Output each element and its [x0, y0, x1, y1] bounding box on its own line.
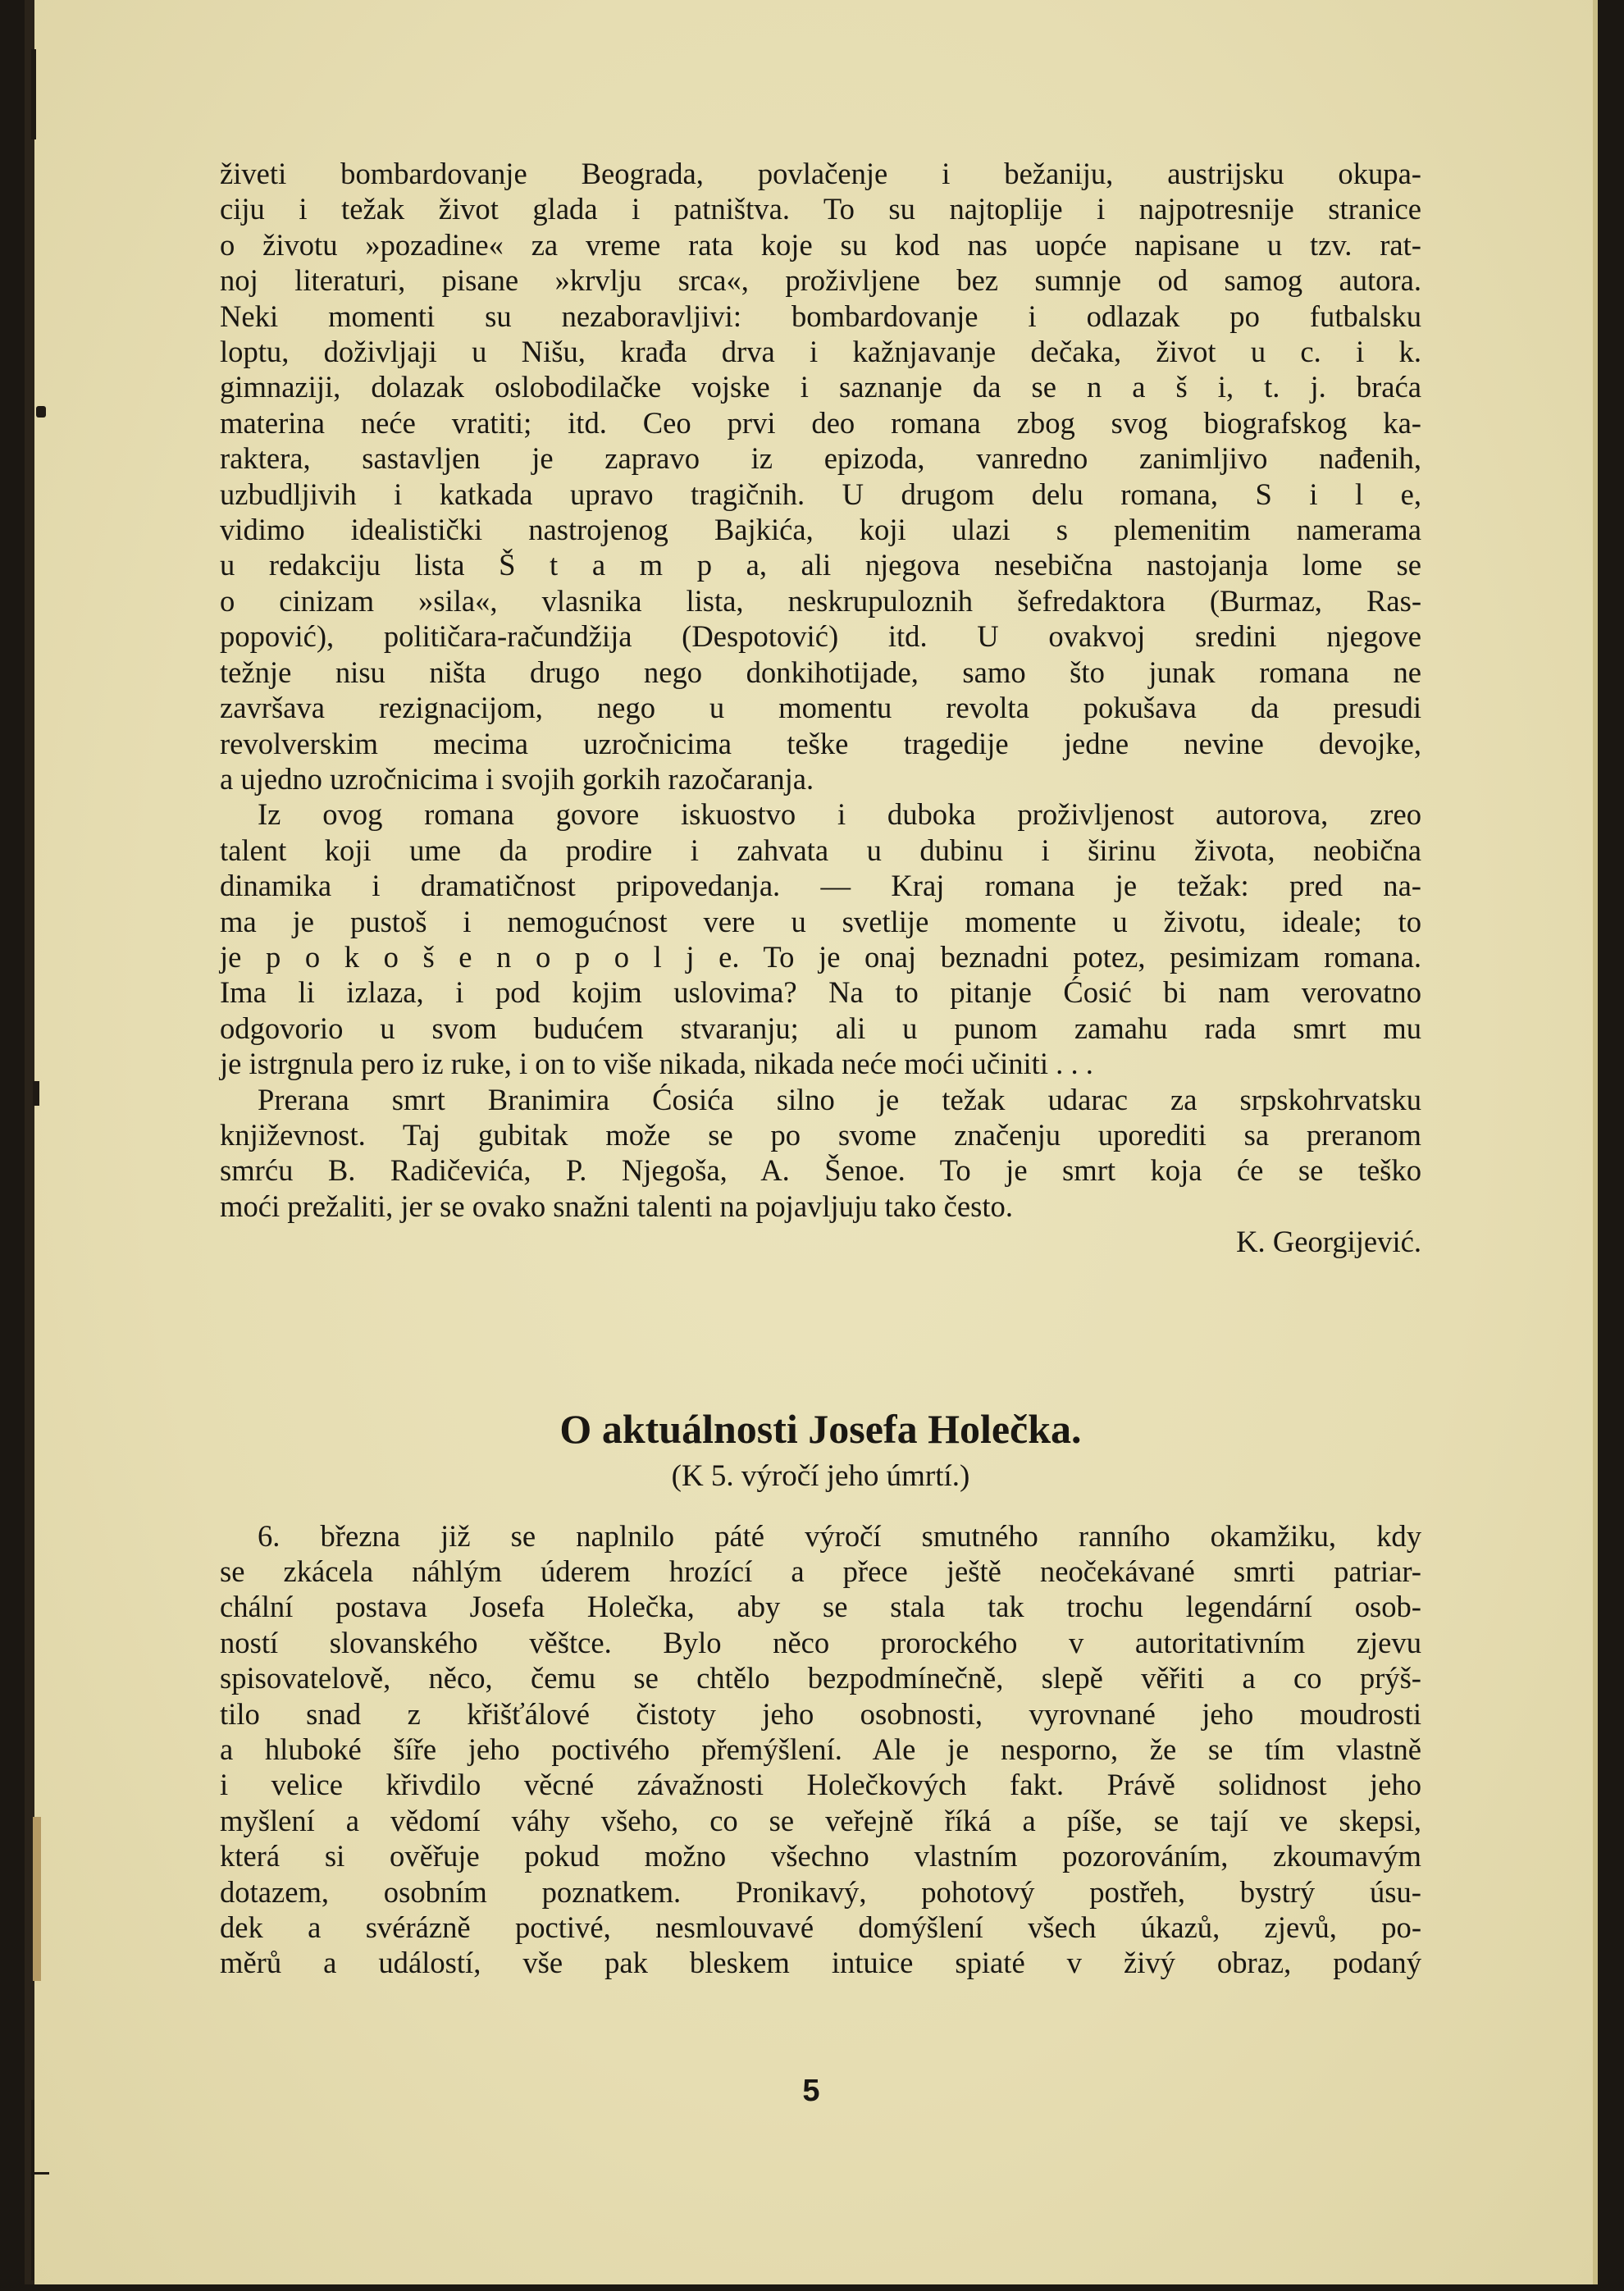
- text-line: odgovorio u svom budućem stvaranju; ali u punom zamahu rada smrt mu: [220, 1011, 1421, 1045]
- upper-paragraph-3: [220, 1082, 1421, 1225]
- binding-tick: [31, 2100, 34, 2280]
- binding-tick: [33, 1081, 39, 1106]
- text-line: završava rezignacijom, nego u momentu revolta pokušava da presudi: [220, 691, 1421, 725]
- text-line: Prerana smrt Branimira Ćosića silno je težak udarac za srpskohrvatsku: [258, 1082, 1421, 1116]
- book-page: [25, 0, 1598, 2284]
- text-line: o cinizam »sila«, vlasnika lista, neskrupuloznih šefredaktora (Burmaz, Ras-: [220, 583, 1421, 618]
- text-line: chální postava Josefa Holečka, aby se stala tak trochu legendární osob-: [220, 1590, 1421, 1624]
- binding-tick: [31, 2172, 49, 2175]
- text-line: která si ověřuje pokud možno všechno vlastním pozorováním, zkoumavým: [220, 1839, 1421, 1873]
- text-line: popović), političara-račundžija (Despotović) itd. U ovakvoj sredini njegove: [220, 619, 1421, 654]
- text-line: o životu »pozadine« za vreme rata koje su kod nas uopće napisane u tzv. rat-: [220, 227, 1421, 262]
- text-line: ciju i težak život glada i patništva. To su najtoplije i najpotresnije stranice: [220, 192, 1421, 226]
- page-content: [220, 156, 1421, 1981]
- text-line: měrů a událostí, vše pak bleskem intuice spiaté v živý obraz, podaný: [220, 1946, 1421, 1980]
- text-line: živeti bombardovanje Beograda, povlačenje i bežaniju, austrijsku okupa-: [220, 157, 1421, 190]
- text-line: gimnaziji, dolazak oslobodilačke vojske i saznanje da se n a š i, t. j. braća: [220, 370, 1421, 404]
- text-line: težnje nisu ništa drugo nego donkihotijade, samo što junak romana ne: [220, 655, 1421, 689]
- text-line: dinamika i dramatičnost pripovedanja. — Kraj romana je težak: pred na-: [220, 869, 1421, 903]
- text-line: loptu, doživljaji u Nišu, krađa drva i kažnjavanje dečaka, život u c. i k.: [220, 335, 1421, 369]
- right-edge-shadow: [1593, 0, 1598, 2284]
- article-title: O aktuálnosti Josefa Holečka.: [559, 1405, 1082, 1452]
- text-line: spisovatelově, něco, čemu se chtělo bezpodmínečně, slepě věřiti a co prýš-: [220, 1661, 1421, 1695]
- text-line: revolverskim mecima uzročnicima teške tragedije jedne nevine devojke,: [220, 726, 1421, 760]
- text-line: materina neće vratiti; itd. Ceo prvi deo romana zbog svog biografskog ka-: [220, 405, 1421, 440]
- text-line: a hluboké šíře jeho poctivého přemýšlení. Ale je nesporno, že se tím vlastně: [220, 1732, 1421, 1767]
- binding-tick: [36, 406, 46, 418]
- text-line: moći prežaliti, jer se ovako snažni talenti na pojavljuju tako često.: [220, 1189, 1013, 1223]
- text-line: smrću B. Radičevića, P. Njegoša, A. Šenoe. To je smrt koja će se teško: [220, 1153, 1421, 1188]
- text-line: tilo snad z křišťálové čistoty jeho osobnosti, vyrovnané jeho moudrosti: [220, 1696, 1421, 1731]
- text-line: a ujedno uzročnicima i svojih gorkih razočaranja.: [220, 761, 814, 796]
- text-line: Iz ovog romana govore iskuostvo i duboka proživljenost autorova, zreo: [258, 797, 1421, 832]
- text-line: noj literaturi, pisane »krvlju srca«, proživljene bez sumnje od samog autora.: [220, 263, 1421, 298]
- text-line: i velice křivdilo věcné závažnosti Holečkových fakt. Právě solidnost jeho: [220, 1768, 1421, 1802]
- upper-paragraph-2: [220, 796, 1421, 1081]
- text-line: myšlení a vědomí váhy všeho, co se veřejně říká a píše, se tají ve skepsi,: [220, 1803, 1421, 1837]
- text-line: dotazem, osobním poznatkem. Pronikavý, pohotový postřeh, bystrý úsu-: [220, 1874, 1421, 1909]
- text-line: uzbudljivih i katkada upravo tragičnih. U drugom delu romana, S i l e,: [220, 477, 1421, 511]
- text-line: u redakciju lista Š t a m p a, ali njegova nesebična nastojanja lome se: [220, 548, 1421, 582]
- text-line: književnost. Taj gubitak može se po svome značenju uporediti sa preranom: [220, 1117, 1421, 1152]
- text-line: Ima li izlaza, i pod kojim uslovima? Na to pitanje Ćosić bi nam verovatno: [220, 975, 1421, 1010]
- text-line: ností slovanského věštce. Bylo něco prorockého v autoritativním zjevu: [220, 1625, 1421, 1659]
- text-line: se zkácela náhlým úderem hrozící a přece ještě neočekávané smrti patriar-: [220, 1554, 1421, 1588]
- text-line: ma je pustoš i nemogućnost vere u svetlije momente u životu, ideale; to: [220, 904, 1421, 938]
- text-line: 6. března již se naplnilo páté výročí smutného ranního okamžiku, kdy: [258, 1518, 1421, 1553]
- binding-tick: [31, 49, 36, 139]
- text-line: raktera, sastavljen je zapravo iz epizoda, vanredno zanimljivo nađenih,: [220, 441, 1421, 476]
- text-line: Neki momenti su nezaboravljivi: bombardovanje i odlazak po futbalsku: [220, 299, 1421, 333]
- text-line: vidimo idealistički nastrojenog Bajkića, koji ulazi s plemenitim namerama: [220, 513, 1421, 547]
- article-subtitle: (K 5. výročí jeho úmrtí.): [671, 1458, 970, 1493]
- author-signature: K. Georgijević.: [1236, 1225, 1421, 1259]
- lower-paragraph-1: [220, 1518, 1421, 1981]
- text-line: dek a svérázně poctivé, nesmlouvavé domýšlení všech úkazů, zjevů, po-: [220, 1910, 1421, 1945]
- page-number: 5: [802, 2074, 820, 2108]
- text-line: talent koji ume da prodire i zahvata u dubinu i širinu života, neobična: [220, 833, 1421, 867]
- text-line: je p o k o š e n o p o l j e. To je onaj beznadni potez, pesimizam romana.: [220, 939, 1421, 974]
- binding-tick: [33, 1817, 41, 1981]
- text-line: je istrgnula pero iz ruke, i on to više nikada, nikada neće moći učiniti . . .: [220, 1047, 1093, 1081]
- upper-paragraph-1: [220, 156, 1421, 796]
